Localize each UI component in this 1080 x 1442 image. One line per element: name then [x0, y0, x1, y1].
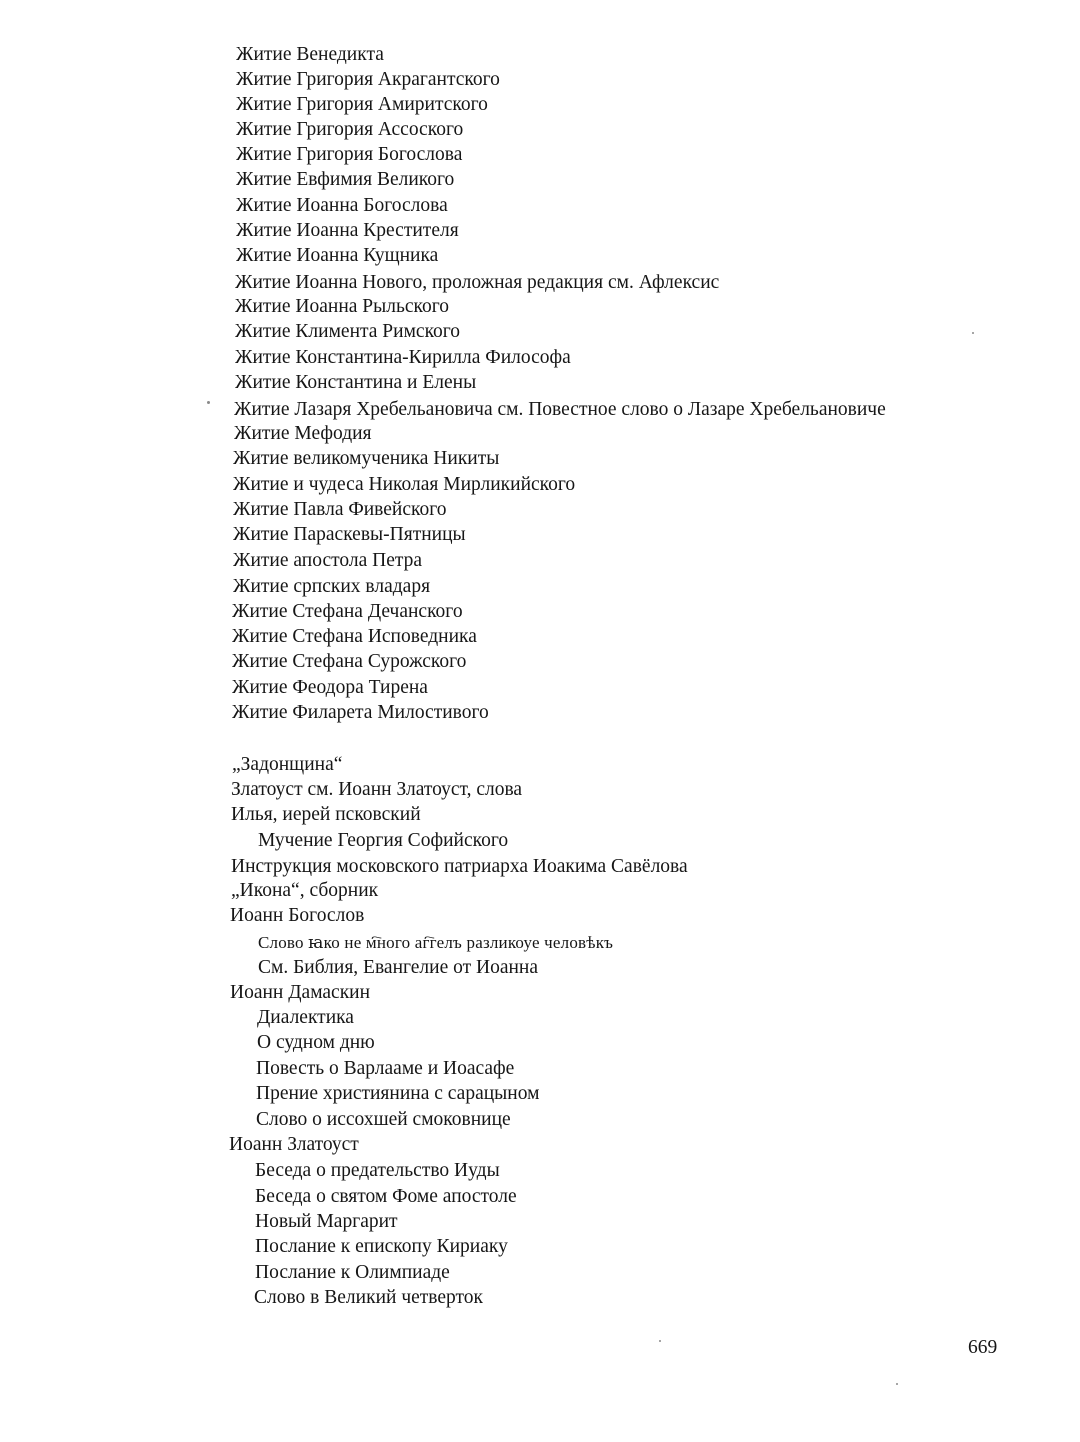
vita-entry: Житие Григория Акрагантского [236, 69, 500, 90]
vita-entry: Житие Иоанна Нового, проложная редакция см. Афлексис [235, 272, 720, 293]
index-entry: Златоуст см. Иоанн Златоуст, слова [231, 779, 523, 800]
index-entry: Инструкция московского патриарха Иоакима Савёлова [231, 856, 688, 877]
vita-entry: Житие Иоанна Кущника [236, 245, 439, 266]
index-subentry: О судном дню [257, 1032, 375, 1053]
index-entry: Иоанн Дамаскин [230, 982, 371, 1003]
index-entry: „Задонщина“ [232, 754, 343, 775]
scan-speck [896, 1383, 898, 1385]
vita-entry: Житие Венедикта [236, 44, 384, 65]
scan-speck [972, 332, 974, 334]
vita-entry: Житие Мефодия [234, 423, 372, 444]
index-subentry: Послание к епископу Кириаку [255, 1236, 508, 1257]
index-subentry: Мучение Георгия Софийского [258, 830, 509, 851]
index-subentry: Послание к Олимпиаде [255, 1262, 450, 1283]
vita-entry: Житие Константина и Елены [235, 372, 477, 393]
vita-entry: Житие Евфимия Великого [236, 169, 455, 190]
index-subentry: См. Библия, Евангелие от Иоанна [258, 957, 538, 978]
index-subentry: Беседа о святом Фоме апостоле [255, 1186, 517, 1207]
vita-entry: Житие српских владаря [233, 576, 431, 597]
index-entry: Илья, иерей псковский [231, 804, 421, 825]
vita-entry: Житие Лазаря Хребельановича см. Повестное слово о Лазаре Хребельановиче [234, 399, 886, 420]
vita-entry: Житие Павла Фивейского [233, 499, 447, 520]
vita-entry: Житие Филарета Милостивого [232, 702, 489, 723]
vita-entry: Житие Григория Амиритского [236, 94, 488, 115]
vita-entry: Житие Константина-Кирилла Философа [235, 347, 571, 368]
vita-entry: Житие Стефана Исповедника [232, 626, 477, 647]
vita-entry: Житие Григория Ассоского [236, 119, 464, 140]
index-subentry: Повесть о Варлааме и Иоасафе [256, 1058, 515, 1079]
scan-speck [207, 401, 210, 404]
vita-entry: Житие Феодора Тирена [232, 677, 428, 698]
index-subentry: Новый Маргарит [255, 1211, 398, 1232]
vita-entry: Житие апостола Петра [233, 550, 423, 571]
vita-entry: Житие Стефана Сурожского [232, 651, 467, 672]
index-entry: „Икона“, сборник [231, 880, 379, 901]
index-subentry: Прение християнина с сарацыном [256, 1083, 540, 1104]
index-subentry: Слово в Великий четверток [254, 1287, 484, 1308]
index-entry: Иоанн Богослов [230, 905, 365, 926]
vita-entry: Житие Климента Римского [235, 321, 461, 342]
vita-entry: Житие Параскевы-Пятницы [233, 524, 466, 545]
index-subentry: Беседа о предательство Иуды [255, 1160, 500, 1181]
vita-entry: Житие великомученика Никиты [233, 448, 500, 469]
index-subentry: Диалектика [257, 1007, 354, 1028]
vita-entry: Житие и чудеса Николая Мирликийского [233, 474, 576, 495]
index-subentry: Слово о иссохшей смоковнице [256, 1109, 511, 1130]
scan-speck [659, 1340, 661, 1342]
vita-entry: Житие Стефана Дечанского [232, 601, 463, 622]
index-entry: Иоанн Златоуст [229, 1134, 359, 1155]
vita-entry: Житие Иоанна Рыльского [235, 296, 450, 317]
page-number: 669 [968, 1337, 998, 1358]
vita-entry: Житие Иоанна Крестителя [236, 220, 459, 241]
index-subentry-slavonic: Слово ꙗко не м҇ного аг҇гелъ разликоуе человѣкъ [258, 933, 614, 952]
vita-entry: Житие Григория Богослова [236, 144, 463, 165]
vita-entry: Житие Иоанна Богослова [236, 195, 448, 216]
